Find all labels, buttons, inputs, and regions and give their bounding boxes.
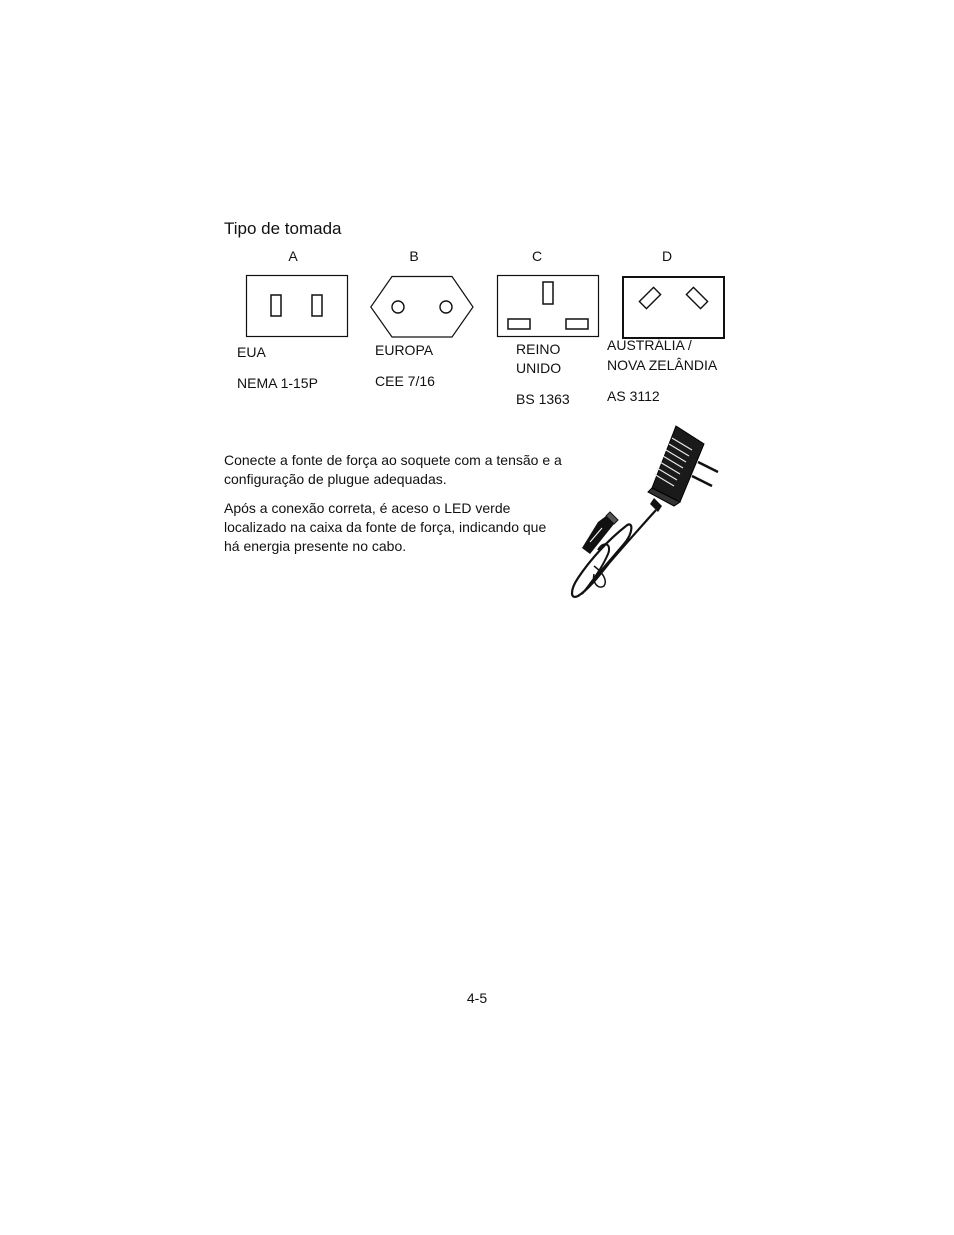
power-supply-illustration bbox=[568, 422, 728, 602]
plug-d-diagram bbox=[622, 276, 725, 339]
plug-a-diagram bbox=[246, 275, 348, 337]
plug-b-region: EUROPA bbox=[375, 342, 434, 358]
plug-c-diagram bbox=[497, 275, 599, 337]
plug-b-letter: B bbox=[409, 248, 419, 264]
plug-b-diagram bbox=[370, 276, 474, 338]
plug-c-region-line2: UNIDO bbox=[516, 360, 562, 376]
plug-a-letter: A bbox=[288, 248, 298, 264]
paragraph-connect: Conecte a fonte de força ao soquete com a tensão e a configuração de plugue adequadas. bbox=[224, 452, 562, 487]
section-title: Tipo de tomada bbox=[224, 219, 342, 238]
paragraph-led: Após a conexão correta, é aceso o LED verde localizado na caixa da fonte de força, indicando que há energia presente no cabo. bbox=[224, 500, 547, 554]
plug-d-region-line2: NOVA ZELÂNDIA bbox=[607, 357, 718, 373]
page-number: 4-5 bbox=[466, 990, 488, 1006]
plug-b-standard: CEE 7/16 bbox=[375, 373, 435, 389]
plug-d-standard: AS 3112 bbox=[607, 388, 660, 404]
plug-c-standard: BS 1363 bbox=[516, 391, 570, 407]
plug-c-letter: C bbox=[531, 248, 543, 264]
plug-c-region-line1: REINO bbox=[516, 341, 561, 357]
plug-d-region-line1: AUSTRÁLIA / bbox=[607, 337, 692, 353]
plug-a-standard: NEMA 1-15P bbox=[237, 375, 318, 391]
plug-d-letter: D bbox=[661, 248, 673, 264]
plug-a-region: EUA bbox=[237, 344, 266, 360]
